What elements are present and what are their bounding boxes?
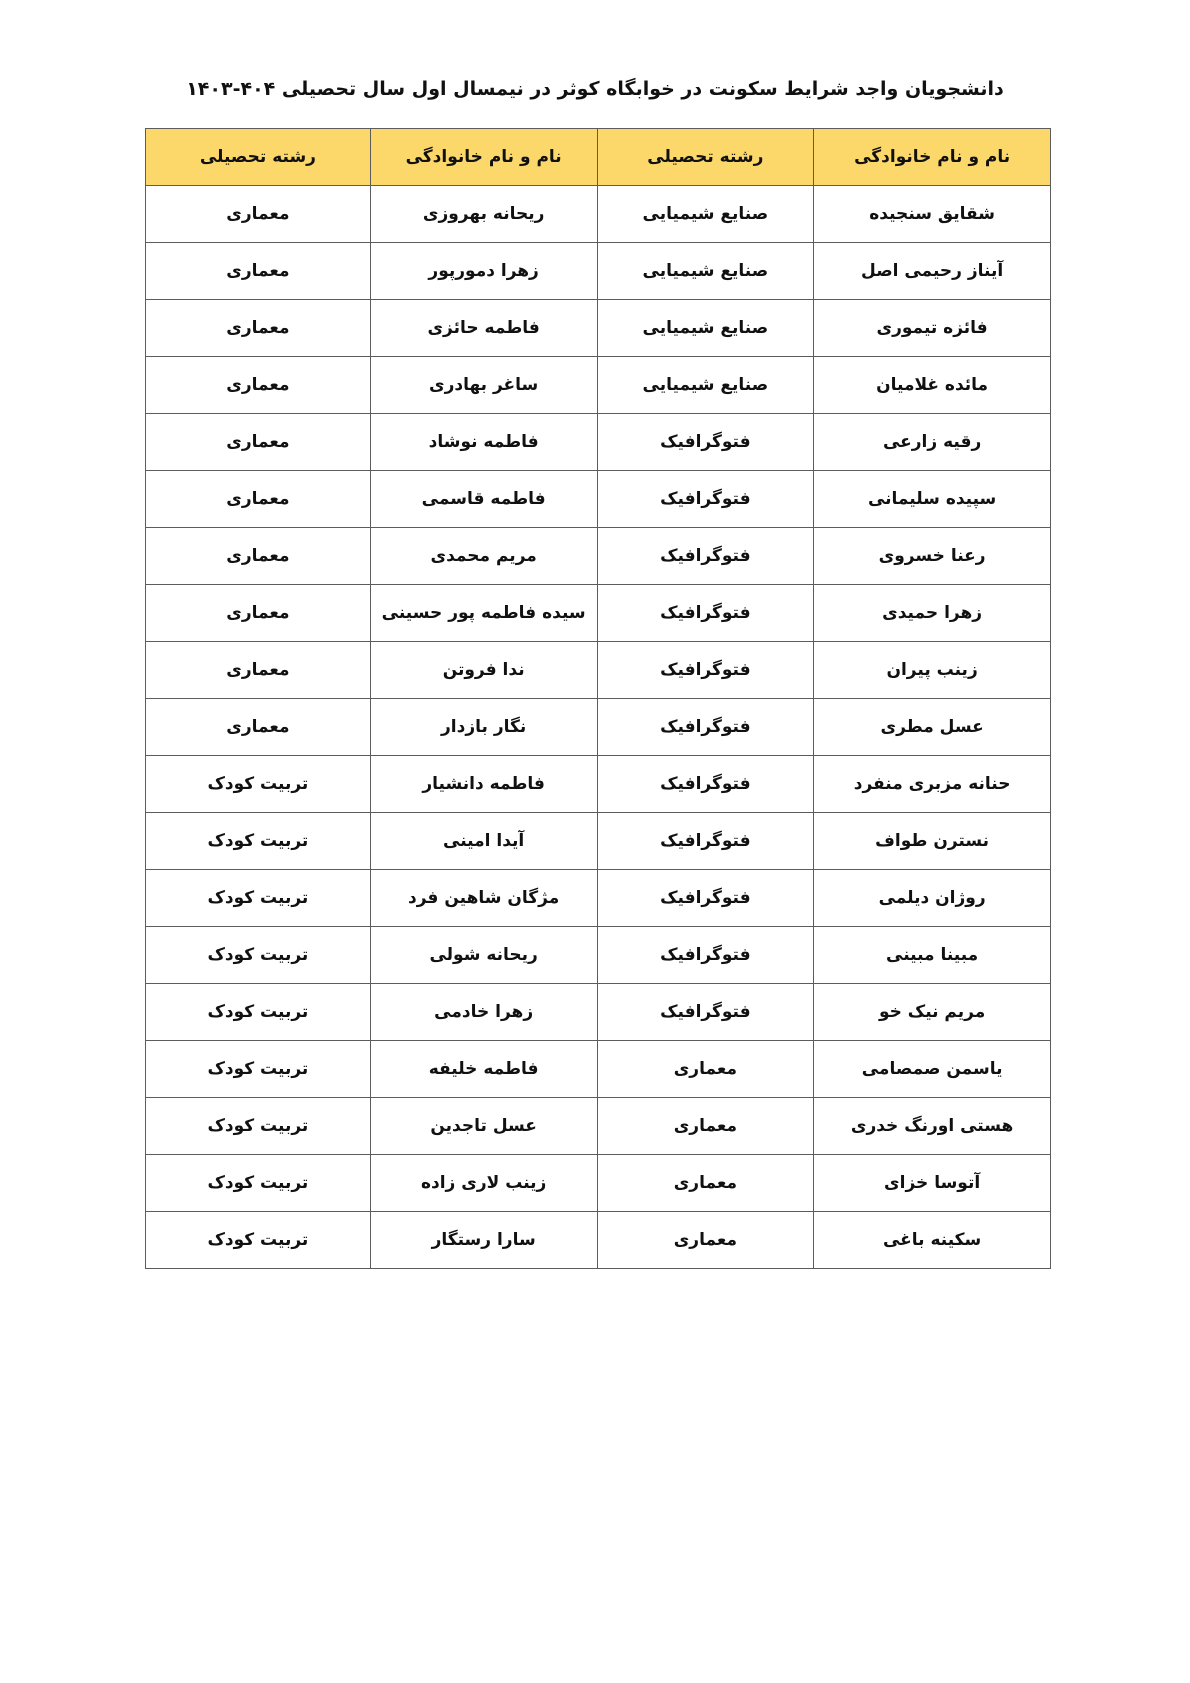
major-cell-1: صنایع شیمیایی xyxy=(597,357,814,414)
major-cell-2: تربیت کودک xyxy=(146,1212,371,1269)
major-cell-2: تربیت کودک xyxy=(146,1098,371,1155)
name-cell-2: فاطمه نوشاد xyxy=(370,414,597,471)
major-cell-1: فتوگرافیک xyxy=(597,699,814,756)
major-cell-1: معماری xyxy=(597,1098,814,1155)
major-cell-1: صنایع شیمیایی xyxy=(597,300,814,357)
name-cell-2: زهرا خادمی xyxy=(370,984,597,1041)
name-cell-1: آتوسا خزای xyxy=(814,1155,1051,1212)
table-row xyxy=(146,357,1051,414)
name-cell-2: زینب لاری زاده xyxy=(370,1155,597,1212)
major-cell-2: معماری xyxy=(146,243,371,300)
major-cell-1: فتوگرافیک xyxy=(597,414,814,471)
major-cell-1: معماری xyxy=(597,1041,814,1098)
major-cell-2: تربیت کودک xyxy=(146,984,371,1041)
name-cell-2: ریحانه شولی xyxy=(370,927,597,984)
major-cell-2: معماری xyxy=(146,642,371,699)
major-cell-1: معماری xyxy=(597,1212,814,1269)
major-cell-1: فتوگرافیک xyxy=(597,756,814,813)
table-row xyxy=(146,300,1051,357)
major-cell-2: تربیت کودک xyxy=(146,813,371,870)
name-cell-2: ریحانه بهروزی xyxy=(370,186,597,243)
name-cell-1: روژان دیلمی xyxy=(814,870,1051,927)
major-cell-2: تربیت کودک xyxy=(146,1041,371,1098)
major-cell-1: فتوگرافیک xyxy=(597,585,814,642)
major-cell-2: تربیت کودک xyxy=(146,870,371,927)
name-cell-1: نسترن طواف xyxy=(814,813,1051,870)
table-row xyxy=(146,642,1051,699)
major-cell-2: معماری xyxy=(146,186,371,243)
header-major-1: رشته تحصیلی xyxy=(597,129,814,186)
name-cell-1: رقیه زارعی xyxy=(814,414,1051,471)
major-cell-1: صنایع شیمیایی xyxy=(597,186,814,243)
document-title: دانشجویان واجد شرایط سکونت در خوابگاه کوثر در نیمسال اول سال تحصیلی ۴۰۴-۱۴۰۳ xyxy=(186,78,1004,100)
name-cell-2: فاطمه خلیفه xyxy=(370,1041,597,1098)
major-cell-1: فتوگرافیک xyxy=(597,984,814,1041)
name-cell-1: یاسمن صمصامی xyxy=(814,1041,1051,1098)
name-cell-2: مژگان شاهین فرد xyxy=(370,870,597,927)
header-name-1: نام و نام خانوادگی xyxy=(814,129,1051,186)
name-cell-1: هستی اورنگ خدری xyxy=(814,1098,1051,1155)
major-cell-2: معماری xyxy=(146,699,371,756)
name-cell-1: عسل مطری xyxy=(814,699,1051,756)
name-cell-2: سیده فاطمه پور حسینی xyxy=(370,585,597,642)
table-row xyxy=(146,1212,1051,1269)
name-cell-1: رعنا خسروی xyxy=(814,528,1051,585)
major-cell-1: فتوگرافیک xyxy=(597,642,814,699)
table-row xyxy=(146,1098,1051,1155)
table-row xyxy=(146,471,1051,528)
dormitory-roster-table xyxy=(145,128,1051,1269)
name-cell-2: نگار بازدار xyxy=(370,699,597,756)
name-cell-1: مریم نیک خو xyxy=(814,984,1051,1041)
name-cell-2: عسل تاجدین xyxy=(370,1098,597,1155)
name-cell-1: مائده غلامیان xyxy=(814,357,1051,414)
table-row xyxy=(146,243,1051,300)
table-row xyxy=(146,984,1051,1041)
table-row xyxy=(146,756,1051,813)
name-cell-1: زهرا حمیدی xyxy=(814,585,1051,642)
major-cell-2: تربیت کودک xyxy=(146,756,371,813)
major-cell-2: معماری xyxy=(146,471,371,528)
name-cell-1: سپیده سلیمانی xyxy=(814,471,1051,528)
major-cell-1: فتوگرافیک xyxy=(597,528,814,585)
major-cell-1: فتوگرافیک xyxy=(597,813,814,870)
header-major-2: رشته تحصیلی xyxy=(146,129,371,186)
name-cell-1: شقایق سنجیده xyxy=(814,186,1051,243)
table-row xyxy=(146,1041,1051,1098)
name-cell-2: فاطمه قاسمی xyxy=(370,471,597,528)
table-row xyxy=(146,414,1051,471)
name-cell-2: آیدا امینی xyxy=(370,813,597,870)
table-row xyxy=(146,699,1051,756)
major-cell-1: معماری xyxy=(597,1155,814,1212)
table-row xyxy=(146,927,1051,984)
major-cell-2: معماری xyxy=(146,300,371,357)
table-row xyxy=(146,186,1051,243)
name-cell-2: ندا فروتن xyxy=(370,642,597,699)
name-cell-1: سکینه باغی xyxy=(814,1212,1051,1269)
major-cell-1: فتوگرافیک xyxy=(597,870,814,927)
major-cell-1: فتوگرافیک xyxy=(597,471,814,528)
table-row xyxy=(146,813,1051,870)
name-cell-2: زهرا دمورپور xyxy=(370,243,597,300)
name-cell-2: سارا رستگار xyxy=(370,1212,597,1269)
name-cell-2: فاطمه دانشیار xyxy=(370,756,597,813)
name-cell-2: مریم محمدی xyxy=(370,528,597,585)
table-row xyxy=(146,585,1051,642)
name-cell-2: ساغر بهادری xyxy=(370,357,597,414)
name-cell-1: زینب پیران xyxy=(814,642,1051,699)
table-header-row xyxy=(146,129,1051,186)
major-cell-1: صنایع شیمیایی xyxy=(597,243,814,300)
header-name-2: نام و نام خانوادگی xyxy=(370,129,597,186)
name-cell-2: فاطمه حائزی xyxy=(370,300,597,357)
name-cell-1: حنانه مزبری منفرد xyxy=(814,756,1051,813)
table-row xyxy=(146,1155,1051,1212)
table-row xyxy=(146,870,1051,927)
name-cell-1: فائزه تیموری xyxy=(814,300,1051,357)
major-cell-2: تربیت کودک xyxy=(146,1155,371,1212)
major-cell-2: معماری xyxy=(146,414,371,471)
name-cell-1: مبینا مبینی xyxy=(814,927,1051,984)
major-cell-2: تربیت کودک xyxy=(146,927,371,984)
table-row xyxy=(146,528,1051,585)
table-body xyxy=(146,186,1051,1269)
major-cell-2: معماری xyxy=(146,357,371,414)
major-cell-1: فتوگرافیک xyxy=(597,927,814,984)
name-cell-1: آیناز رحیمی اصل xyxy=(814,243,1051,300)
major-cell-2: معماری xyxy=(146,528,371,585)
major-cell-2: معماری xyxy=(146,585,371,642)
